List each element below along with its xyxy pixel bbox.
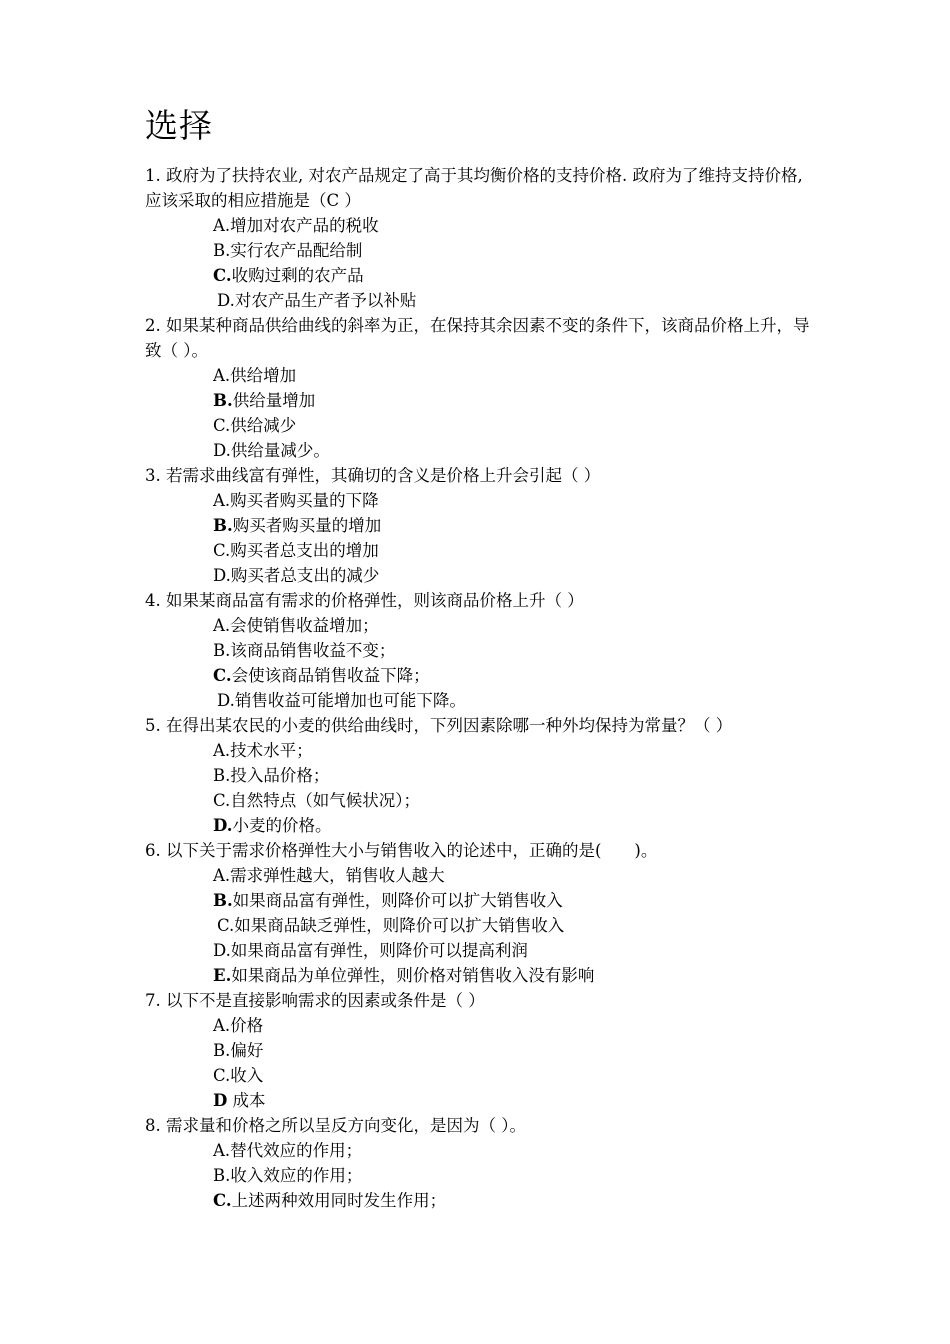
option-text: 对农产品生产者予以补贴	[234, 291, 417, 310]
option-item	[145, 438, 815, 463]
option-letter: C.	[213, 666, 232, 685]
option-item	[145, 613, 815, 638]
option-text: 供给量减少。	[230, 441, 330, 460]
option-item	[145, 263, 815, 288]
option-text: 增加对农产品的税收	[230, 216, 379, 235]
option-text: 销售收益可能增加也可能下降。	[234, 691, 466, 710]
option-text: 投入品价格；	[230, 766, 330, 785]
option-item	[145, 388, 815, 413]
option-letter: D	[213, 1091, 228, 1110]
question-list	[145, 163, 815, 1213]
option-letter: B.	[213, 766, 231, 785]
option-item	[145, 938, 815, 963]
option-item	[145, 363, 815, 388]
option-text: 小麦的价格。	[232, 816, 332, 835]
option-text: 购买者总支出的减少	[230, 566, 380, 585]
option-letter: A.	[213, 216, 231, 235]
option-letter: B.	[213, 391, 233, 410]
option-item	[145, 738, 815, 763]
option-text: 如果商品为单位弹性，则价格对销售收入没有影响	[231, 966, 595, 985]
option-item	[145, 1013, 815, 1038]
option-text: 实行农产品配给制	[230, 241, 363, 260]
option-letter: C.	[213, 1066, 231, 1085]
option-item	[145, 1138, 815, 1163]
option-item	[145, 1038, 815, 1063]
option-letter: C.	[213, 791, 231, 810]
option-item	[145, 788, 815, 813]
option-letter: B.	[213, 1041, 231, 1060]
option-item	[145, 488, 815, 513]
option-text: 购买者购买量的增加	[232, 516, 382, 535]
option-text: 供给量增加	[232, 391, 316, 410]
option-letter: B.	[213, 891, 233, 910]
option-letter: A.	[213, 366, 231, 385]
question-text: 3. 若需求曲线富有弹性，其确切的含义是价格上升会引起（ ）	[145, 466, 601, 485]
question-block	[145, 838, 815, 988]
option-item	[145, 888, 815, 913]
option-letter: D.	[217, 291, 235, 310]
option-item	[145, 763, 815, 788]
option-letter: D.	[213, 441, 231, 460]
option-text: 会使销售收益增加；	[230, 616, 379, 635]
option-item	[145, 863, 815, 888]
option-item	[145, 963, 815, 988]
option-text: 如果商品富有弹性，则降价可以提高利润	[230, 941, 528, 960]
option-letter: A.	[213, 1141, 231, 1160]
option-item	[145, 213, 815, 238]
option-letter: D.	[213, 566, 231, 585]
option-text: 供给增加	[230, 366, 297, 385]
option-letter: E.	[213, 966, 232, 985]
option-item	[145, 1163, 815, 1188]
option-item	[145, 563, 815, 588]
option-letter: A.	[213, 741, 231, 760]
option-letter: B.	[213, 1166, 231, 1185]
option-item	[145, 1188, 815, 1213]
question-text: 8. 需求量和价格之所以呈反方向变化，是因为（ ）。	[145, 1116, 526, 1135]
option-letter: D.	[213, 941, 231, 960]
option-text: 该商品销售收益不变；	[230, 641, 396, 660]
option-item	[145, 813, 815, 838]
option-text: 购买者总支出的增加	[230, 541, 379, 560]
question-block	[145, 988, 815, 1113]
option-letter: B.	[213, 516, 233, 535]
option-letter: C.	[213, 541, 231, 560]
option-text: 替代效应的作用；	[230, 1141, 363, 1160]
option-text: 价格	[230, 1016, 264, 1035]
question-text: 2. 如果某种商品供给曲线的斜率为正，在保持其余因素不变的条件下，该商品价格上升，导致（ ）。	[145, 316, 810, 360]
option-text: 偏好	[230, 1041, 264, 1060]
option-item	[145, 288, 815, 313]
question-text: 4. 如果某商品富有需求的价格弹性，则该商品价格上升（ ）	[145, 591, 584, 610]
option-letter: A.	[213, 616, 231, 635]
option-text: 技术水平；	[230, 741, 313, 760]
option-letter: B.	[213, 241, 231, 260]
option-text: 会使该商品销售收益下降；	[231, 666, 430, 685]
option-text: 成本	[227, 1091, 266, 1110]
page-title: 选择	[145, 106, 213, 145]
option-text: 如果商品缺乏弹性，则降价可以扩大销售收入	[234, 916, 565, 935]
option-text: 收购过剩的农产品	[231, 266, 364, 285]
question-text: 7. 以下不是直接影响需求的因素或条件是（ ）	[145, 991, 485, 1010]
option-letter: C.	[213, 416, 231, 435]
question-text: 5. 在得出某农民的小麦的供给曲线时，下列因素除哪一种外均保持为常量？（ ）	[145, 716, 733, 735]
option-text: 收入	[230, 1066, 264, 1085]
option-letter: A.	[213, 866, 231, 885]
option-text: 收入效应的作用；	[230, 1166, 363, 1185]
option-item	[145, 638, 815, 663]
question-text: 6. 以下关于需求价格弹性大小与销售收入的论述中，正确的是( )。	[145, 841, 658, 860]
option-letter: A.	[213, 1016, 231, 1035]
question-block	[145, 588, 815, 713]
option-item	[145, 413, 815, 438]
option-letter: D.	[217, 691, 235, 710]
question-block	[145, 313, 815, 463]
option-letter: C.	[213, 1191, 232, 1210]
question-block	[145, 1113, 815, 1213]
option-text: 自然特点（如气候状况）；	[230, 791, 421, 810]
question-text: 1. 政府为了扶持农业, 对农产品规定了高于其均衡价格的支持价格. 政府为了维持支持价格, 应该采取的相应措施是（C ）	[145, 166, 803, 210]
option-text: 购买者购买量的下降	[230, 491, 379, 510]
option-text: 上述两种效用同时发生作用；	[231, 1191, 447, 1210]
question-block	[145, 463, 815, 588]
option-item	[145, 538, 815, 563]
option-item	[145, 238, 815, 263]
question-block	[145, 713, 815, 838]
option-letter: D.	[213, 816, 233, 835]
option-letter: C.	[217, 916, 235, 935]
option-item	[145, 513, 815, 538]
option-letter: B.	[213, 641, 231, 660]
option-text: 如果商品富有弹性，则降价可以扩大销售收入	[232, 891, 563, 910]
option-text: 需求弹性越大，销售收人越大	[230, 866, 445, 885]
option-item	[145, 913, 815, 938]
option-item	[145, 1088, 815, 1113]
option-item	[145, 688, 815, 713]
option-letter: C.	[213, 266, 232, 285]
option-item	[145, 1063, 815, 1088]
question-block	[145, 163, 815, 313]
option-letter: A.	[213, 491, 231, 510]
option-item	[145, 663, 815, 688]
option-text: 供给减少	[230, 416, 297, 435]
